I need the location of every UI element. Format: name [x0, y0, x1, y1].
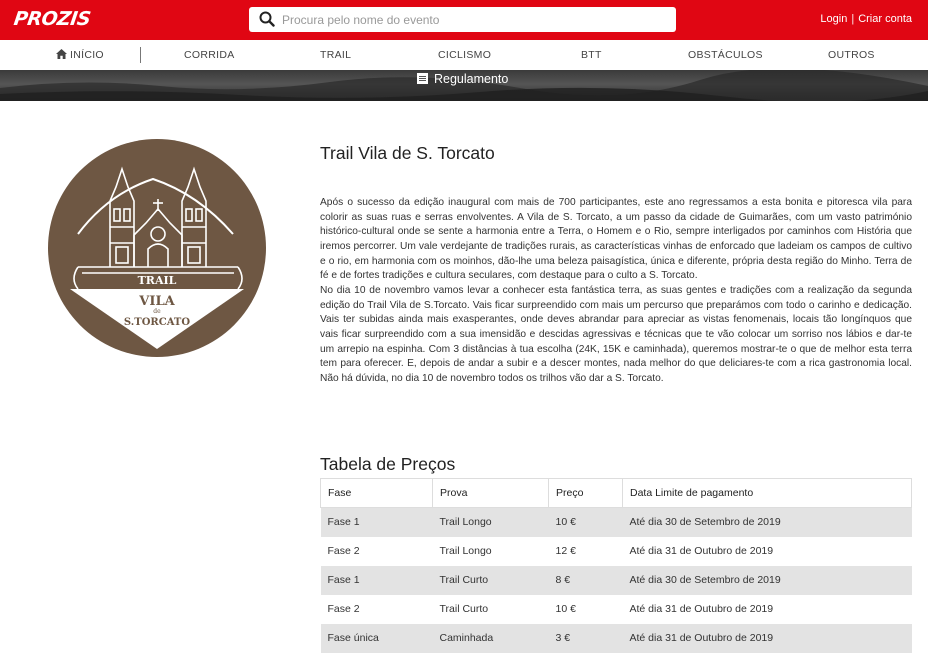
nav-item-inicio[interactable] — [56, 49, 104, 61]
event-logo-de: de — [153, 308, 161, 315]
auth-links — [820, 13, 912, 25]
prices-table — [320, 478, 912, 653]
cell-data: Até dia 31 de Outubro de 2019 — [623, 595, 912, 624]
table-row — [321, 624, 912, 653]
search-box[interactable] — [249, 7, 676, 32]
cell-prova: Trail Curto — [433, 595, 549, 624]
regulation-label: Regulamento — [434, 72, 509, 86]
column-header-preco: Preço — [549, 479, 623, 508]
event-title: Trail Vila de S. Torcato — [320, 143, 495, 163]
auth-separator: | — [851, 13, 855, 25]
table-header-row — [321, 479, 912, 508]
event-description — [320, 196, 912, 387]
search-icon[interactable] — [259, 11, 275, 27]
cell-fase: Fase 2 — [321, 537, 433, 566]
cell-fase: Fase 2 — [321, 595, 433, 624]
search-input[interactable] — [282, 7, 667, 32]
event-logo-trail: TRAIL — [137, 274, 177, 287]
nav-item-corrida[interactable]: CORRIDA — [184, 49, 235, 61]
cell-data: Até dia 30 de Setembro de 2019 — [623, 566, 912, 595]
nav-item-ciclismo[interactable]: CICLISMO — [438, 49, 492, 61]
cell-fase: Fase 1 — [321, 566, 433, 595]
cell-data: Até dia 31 de Outubro de 2019 — [623, 537, 912, 566]
regulation-link[interactable] — [417, 72, 508, 86]
nav-item-outros[interactable]: OUTROS — [828, 49, 875, 61]
nav-item-trail[interactable]: TRAIL — [320, 49, 352, 61]
top-bar — [0, 0, 928, 40]
table-row — [321, 566, 912, 595]
column-header-data-limite: Data Limite de pagamento — [623, 479, 912, 508]
nav-divider — [140, 47, 141, 63]
cell-data: Até dia 30 de Setembro de 2019 — [623, 508, 912, 537]
table-row — [321, 537, 912, 566]
event-logo-vila: VILA — [139, 294, 175, 309]
column-header-prova: Prova — [433, 479, 549, 508]
nav-label: INÍCIO — [70, 49, 104, 61]
description-paragraph: Após o sucesso da edição inaugural com mais de 700 participantes, este ano regressamos a esta bonita e pitoresca vila para colorir as suas ruas e serras envolventes. A Vila de S. Torcato, a um passo da cidade de Guimarães, com um vasto património histórico-cultural onde se sente a harmonia entre a Terra, o Homem e o Rio, sempre interligados por caminhos com História que iremos percorrer. Um vale verdejante de tradições rurais, as características vinhas de enforcado que ladeiam os campos de cultivo e o rio, em harmonia com os moinhos, dão-lhe uma beleza paisagística, única e diferente, própria desta região do Minho. Terra de fé e de fortes tradições e cultura seculares, com destaque para o culto a S. Torcato. — [320, 197, 912, 282]
cell-prova: Trail Longo — [433, 537, 549, 566]
cell-preco: 8 € — [549, 566, 623, 595]
cell-fase: Fase 1 — [321, 508, 433, 537]
document-icon — [417, 73, 428, 84]
signup-link[interactable]: Criar conta — [858, 13, 912, 25]
cell-preco: 10 € — [549, 508, 623, 537]
table-row — [321, 595, 912, 624]
cell-prova: Trail Curto — [433, 566, 549, 595]
cell-data: Até dia 31 de Outubro de 2019 — [623, 624, 912, 653]
nav-item-obstaculos[interactable]: OBSTÁCULOS — [688, 49, 763, 61]
cell-preco: 12 € — [549, 537, 623, 566]
cell-preco: 10 € — [549, 595, 623, 624]
home-icon — [56, 49, 67, 59]
cell-preco: 3 € — [549, 624, 623, 653]
login-link[interactable]: Login — [820, 13, 848, 25]
table-row — [321, 508, 912, 537]
cell-prova: Trail Longo — [433, 508, 549, 537]
prices-title: Tabela de Preços — [320, 454, 456, 474]
nav-item-btt[interactable]: BTT — [581, 49, 602, 61]
column-header-fase: Fase — [321, 479, 433, 508]
cell-prova: Caminhada — [433, 624, 549, 653]
description-paragraph: No dia 10 de novembro vamos levar a conhecer esta fantástica terra, as suas gentes e tradições com a realização da segunda edição do Trail Vila de S.Torcato. Vais ficar surpreendido com mais um percurso que preparámos com todo o carinho e dedicação. Vais ter subidas ainda mais exasperantes, onde deves abrandar para apreciar as vistas fenomenais, locais tão longínquos que vais ficar surpreendido com a sua imensidão e descidas agressivas e técnicas que te vão colocar um sorriso nos lábios e dar-te um arrepio na espinha. Com 3 distâncias à tua escolha (24K, 15K e caminhada), queremos mostrar-te o que de melhor esta terra tem para oferecer. E, depois de andar a subir e a descer montes, nada melhor do que deliciares-te com a rica gastronomia local. Não há dúvida, no dia 10 de novembro todos os trilhos vão dar a S. Torcato. — [320, 284, 912, 384]
event-logo-storcato: S.TORCATO — [123, 317, 191, 328]
prozis-logo[interactable]: PROZIS — [12, 8, 92, 30]
cell-fase: Fase única — [321, 624, 433, 653]
event-logo — [48, 139, 266, 357]
